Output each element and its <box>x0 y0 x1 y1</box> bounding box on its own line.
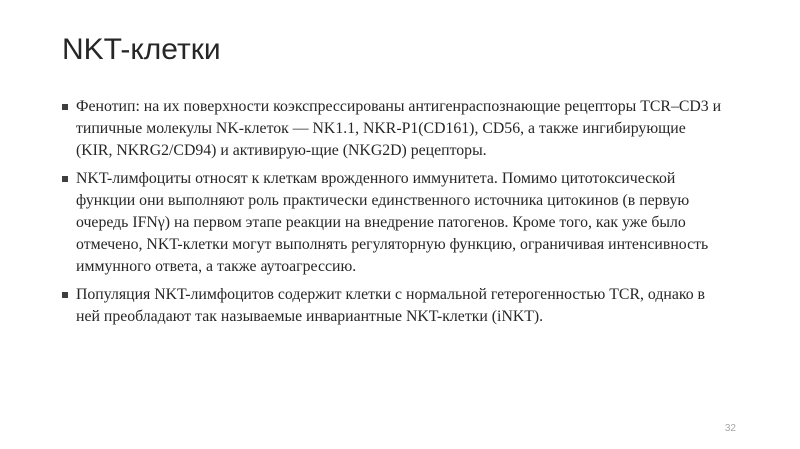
bullet-marker <box>62 104 68 110</box>
bullet-item <box>62 96 722 162</box>
bullet-text: NKT-лимфоциты относят к клеткам врожденного иммунитета. Помимо цитотоксической функции они выполняют роль практически единственного источника цитокинов (в первую очередь IFNγ) на первом этапе реакции на внедрение патогенов. Кроме того, как уже было отмечено, NKT-клетки могут выполнять регуляторную функцию, ограничивая интенсивность иммунного ответа, а также аутоагрессию. <box>76 170 709 275</box>
slide-title: NKT-клетки <box>62 33 221 66</box>
bullet-marker <box>62 176 68 182</box>
bullet-item <box>62 168 722 278</box>
page-number: 32 <box>724 423 736 434</box>
bullet-text: Фенотип: на их поверхности коэкспрессированы антигенраспознающие рецепторы TCR–CD3 и типичные молекулы NK-клеток — NK1.1, NKR-P1(CD161), CD56, а также ингибирующие (KIR, NKRG2/CD94) и активирую-щие (NKG2D) рецепторы. <box>76 98 722 159</box>
bullet-text: Популяция NKT-лимфоцитов содержит клетки с нормальной гетерогенностью TCR, однако в ней преобладают так называемые инвариантные NKT-клетки (iNKT). <box>76 286 706 325</box>
bullet-list <box>62 96 722 334</box>
bullet-marker <box>62 292 68 298</box>
bullet-item <box>62 284 722 328</box>
